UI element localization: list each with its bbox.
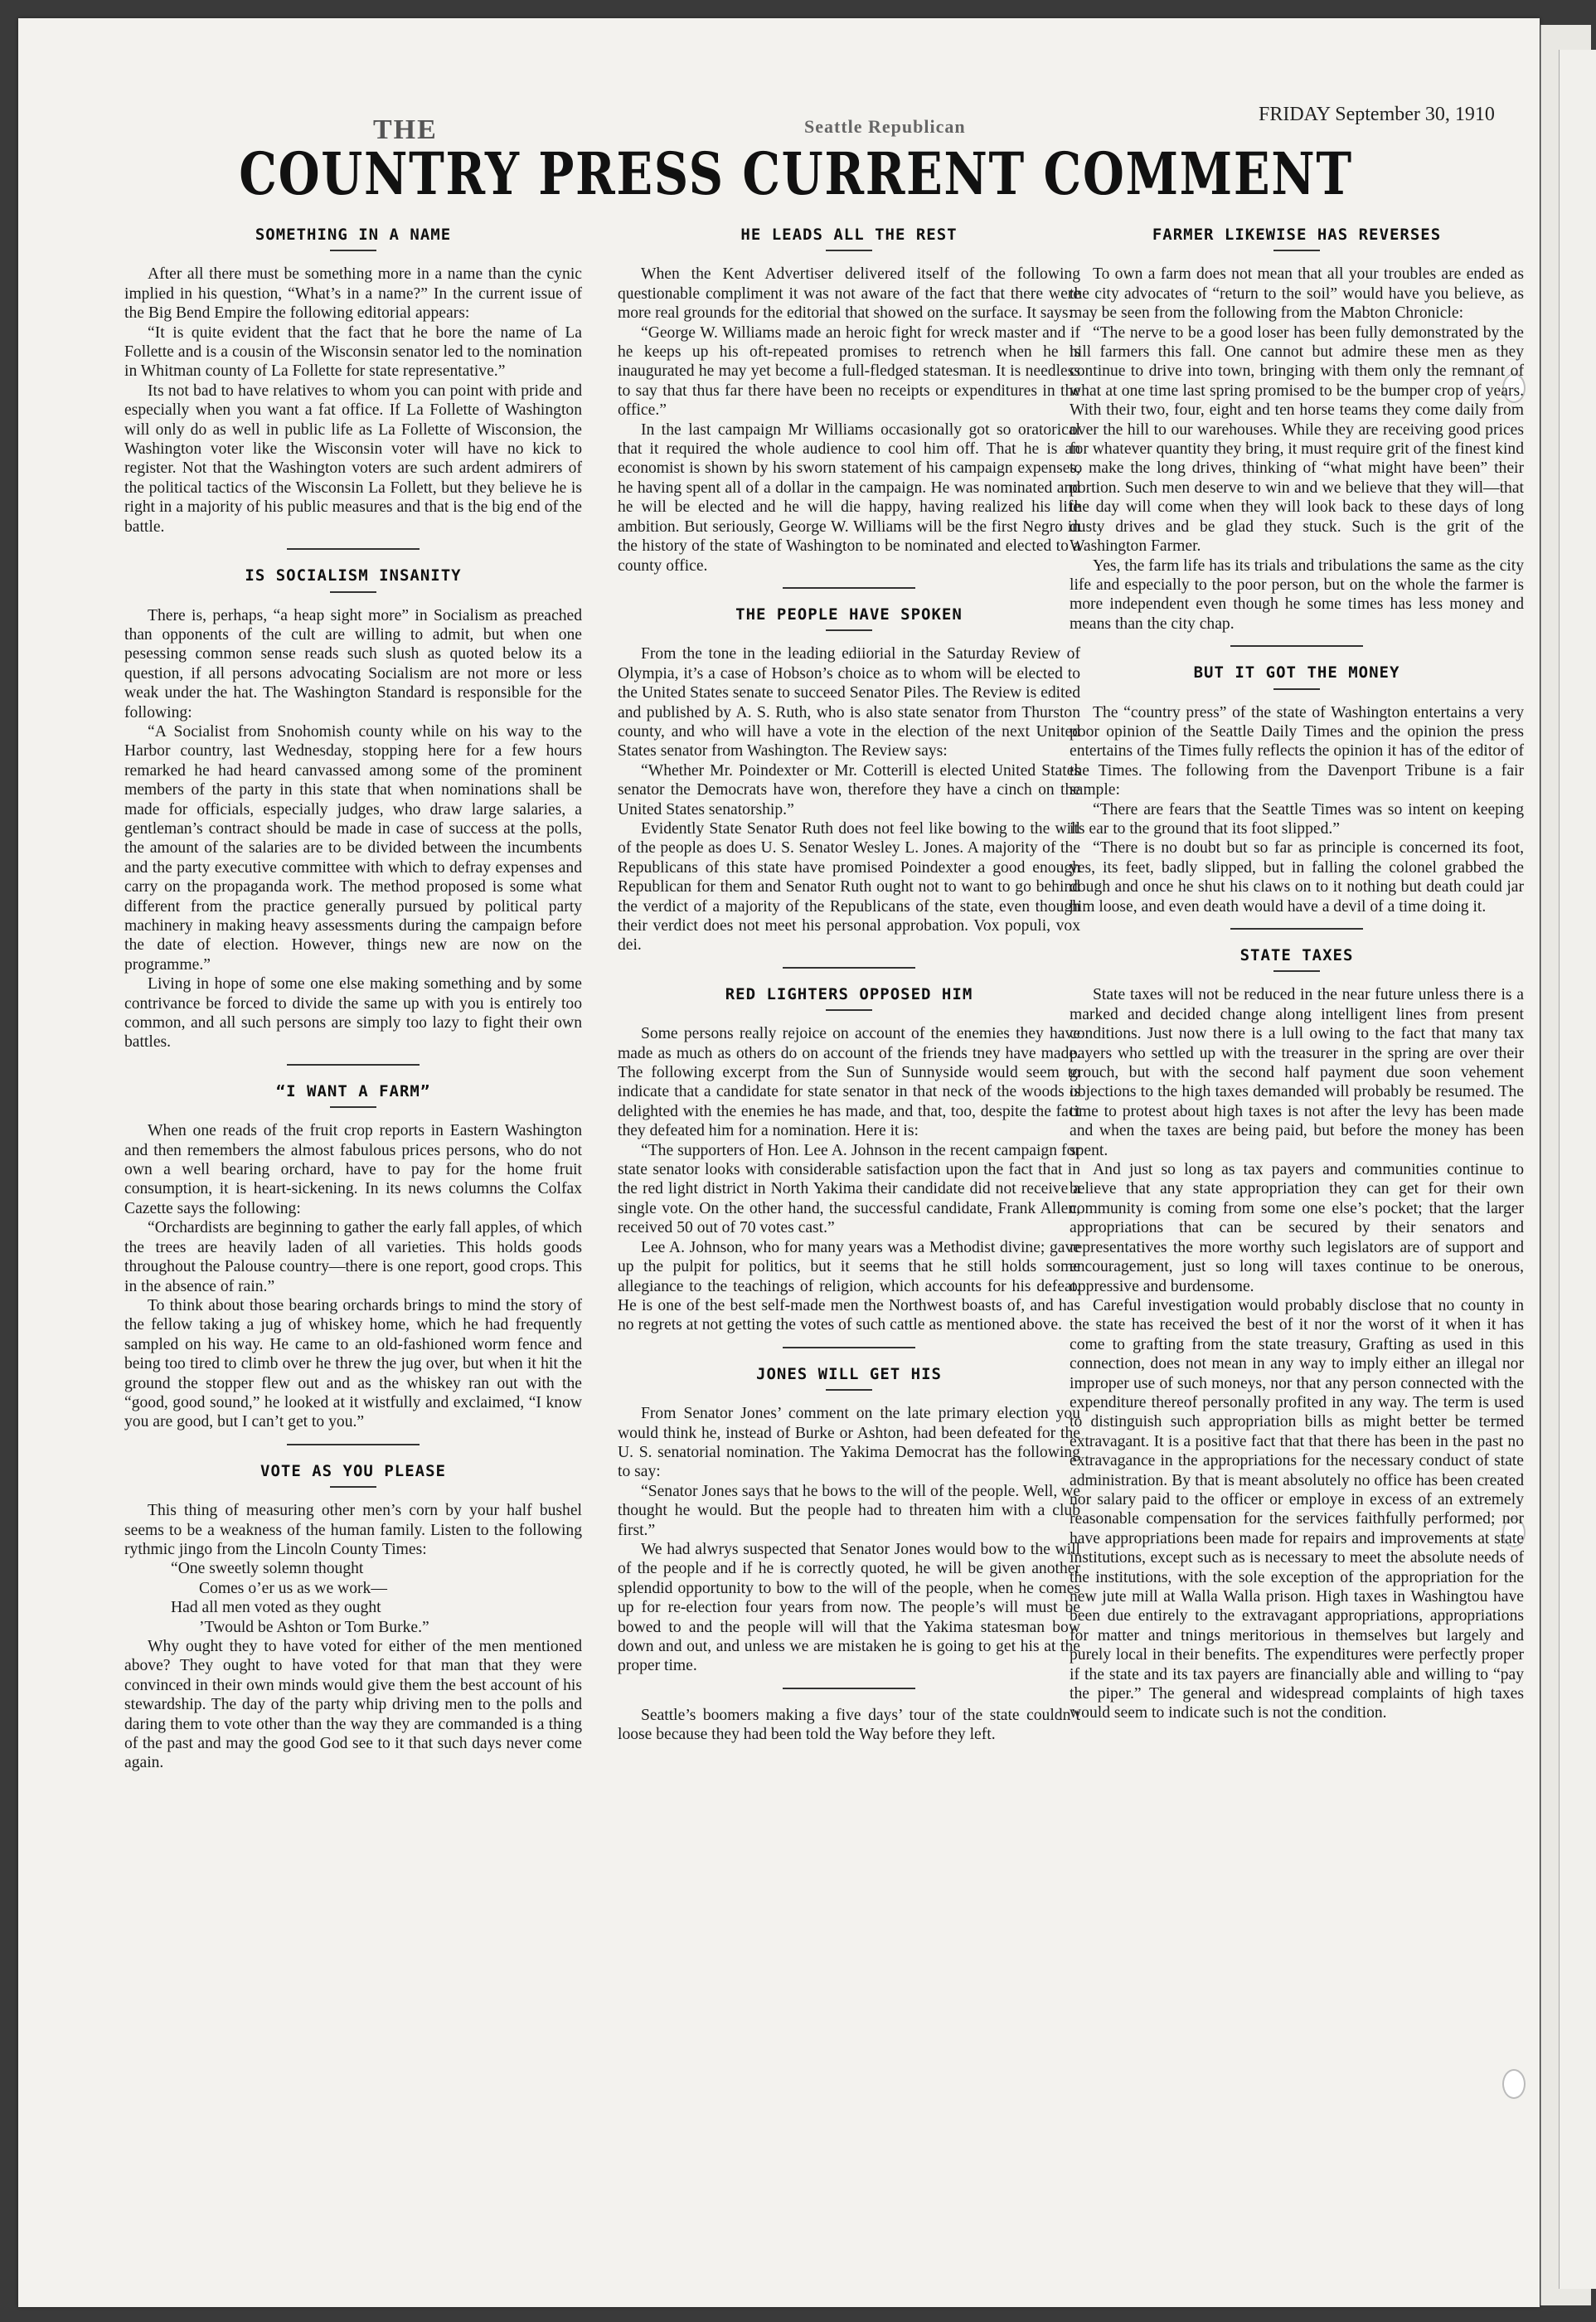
heading-rule xyxy=(1273,250,1320,251)
article-but-it-got-the-money xyxy=(1070,663,1524,916)
section-divider xyxy=(287,1444,420,1445)
heading-rule xyxy=(330,1106,376,1108)
paragraph: And just so long as tax payers and communities continue to believe that any state appropriation they can get for their own community is coming from some one else’s pocket; that the larger appropriations that can be secured by their senators and representatives the more worthy such legislators are of support and encouragement, just so long will taxes continue to be onerous, oppressive and burdensome. xyxy=(1070,1161,1524,1295)
paragraph: To own a farm does not mean that all your troubles are ended as the city advocates of “return to the soil” would have you believe, as may be seen from the following from the Mabton Chronicle: xyxy=(1070,265,1524,323)
page-title: COUNTRY PRESS CURRENT COMMENT xyxy=(239,139,1353,208)
poem-line: ’Twould be Ashton or Tom Burke.” xyxy=(199,1618,429,1636)
quote-paragraph: “There is no doubt but so far as principle is concerned its foot, yes, its feet, badly slipped, but in falling the colonel grabbed the dough and once he shut his claws on to it nothing but death could jar him loose, and even death would have a devil of a time doing it. xyxy=(1070,839,1524,916)
paragraph: From the tone in the leading ediiorial in the Saturday Review of Olympia, it’s a case of Hobson’s choice as to whom will be elected to the United States senate to succeed Senator Piles. The Review is edited and published by A. S. Ruth, who is also state senator from Thurston county, and who will have a vote in the election of the next United States senator from Washington. The Review says: xyxy=(618,645,1080,760)
article-heading: VOTE AS YOU PLEASE xyxy=(260,1461,446,1480)
article-red-lighters-opposed-him xyxy=(618,985,1080,1335)
article-farmer-likewise-has-reverses xyxy=(1070,226,1524,634)
paragraph: When one reads of the fruit crop reports in Eastern Washington and then remembers the almost fabulous prices persons, who do not own a well bearing orchard, have to pay for the home fruit consumption, it is heart-sickening. In its news columns the Colfax Cazette says the following: xyxy=(124,1122,582,1217)
article-vote-as-you-please xyxy=(124,1462,582,1773)
paragraph: Living in hope of some one else making something and by some contrivance be forced to divide the same up with you is entirely too common, and all such persons are simply too lazy to fight their own battles. xyxy=(124,975,582,1052)
paragraph: After all there must be something more in a name than the cynic implied in his question, “What’s in a name?” In the current issue of the Big Bend Empire the following editorial appears: xyxy=(124,265,582,323)
article-heading: FARMER LIKEWISE HAS REVERSES xyxy=(1152,226,1442,244)
article-heading: “I WANT A FARM” xyxy=(275,1081,431,1100)
page-edge-back xyxy=(1559,50,1596,2289)
paragraph: Careful investigation would probably disclose that no county in the state has received the best of it nor the worst of it when it has come to grafting from the state treasury, Grafting as used in this connection, does not mean in any way to imply either an illegal nor improper use of such moneys, nor that any person connected with the expenditure thereof personally profited in any way. The term is used to distinguish such appropriation bills as might better be termed extravagant. It is a positive fact that that there has been in the past no extravagance in the appropriations for the necessary conduct of state administration. By that is meant absolutely no office has been created nor salary paid to the officer or employe in excess of an extremely reasonable compensation for the services faithfully performed; nor have appropriations been made for repairs and improvements at state institutions, except such as is necessary to meet the absolute needs of the institutions, with the sole exception of the appropriation for the new jute mill at Walla Walla prison. High taxes in Washingtou have been due entirely to the extravagant appropriations, appropriations for matter and tnings meritorious in themselves but largely and purely local in their benefits. The expenditures were perfectly proper if the state and its tax payers are financially able and willing to “pay the piper.” The general and widespread complaints of high taxes would seem to indicate such is not the condition. xyxy=(1070,1296,1524,1722)
article-something-in-a-name xyxy=(124,226,582,537)
paragraph: There is, perhaps, “a heap sight more” in Socialism as preached than opponents of the cult are willing to admit, but when one pesessing common sense reads such slush as quoted below its a question, if all persons advocating Socialism are not more or less weak under the hat. The Washington Standard is responsible for the following: xyxy=(124,606,582,721)
quote-paragraph: “There are fears that the Seattle Times was so intent on keeping its ear to the ground that its foot slipped.” xyxy=(1070,800,1524,838)
article-state-taxes xyxy=(1070,946,1524,1723)
paragraph: From Senator Jones’ comment on the late primary election you would think he, instead of Burke or Ashton, had been defeated for the U. S. senatorial nomination. The Yakima Democrat has the following to say: xyxy=(618,1405,1080,1481)
paragraph: We had alwrys suspected that Senator Jones would bow to the will of the people and if he is correctly quoted, he will be given another splendid opportunity to bow to the will of the people, when he comes up for re-election four years from now. The people’s will must be bowed to and the people will will that the Yakima statesman bow down and out, and unless we are mistaken he is going to get his at the proper time. xyxy=(618,1540,1080,1675)
heading-rule xyxy=(330,591,376,593)
heading-rule xyxy=(826,250,872,251)
masthead-paper-name: Seattle Republican xyxy=(804,116,966,137)
paragraph: This thing of measuring other men’s corn by your half bushel seems to be a weakness of the human family. Listen to the following rythmic jingo from the Lincoln County Times: xyxy=(124,1502,582,1558)
paragraph: Its not bad to have relatives to whom you can point with pride and especially when you want a fat office. If La Follette of Washington will only do as well in public life as La Follette of Wisconsion, the Washington voter like the Wisconsin voter will have no kick to register. Not that the Washington voters are such ardent admirers of the political tactics of the Wisconsin La Follett, but they believe he is right in a majority of his public measures and that is the big end of the battle. xyxy=(124,381,582,536)
column-2 xyxy=(618,226,1080,1748)
article-heading: BUT IT GOT THE MONEY xyxy=(1193,663,1400,683)
article-is-socialism-insanity xyxy=(124,566,582,1052)
paragraph: Seattle’s boomers making a five days’ tour of the state couldn’t loose because they had been told the Way before they left. xyxy=(618,1706,1080,1744)
article-heading: IS SOCIALISM INSANITY xyxy=(245,566,462,585)
section-divider xyxy=(783,967,915,969)
section-divider xyxy=(1230,645,1363,647)
paragraph: State taxes will not be reduced in the near future unless there is a marked and decided change along intelligent lines from present conditions. Just now there is a lull owing to the fact that many tax payers who settled up with the treasurer in the spring are over their grouch, but with the second half payment due soon vehement objections to the high taxes demanded will probably be resumed. The time to protest about high taxes is not after the levy has been made and when the taxes are being paid, but before the money has been spent. xyxy=(1070,986,1524,1159)
heading-rule xyxy=(1273,688,1320,690)
paragraph: Yes, the farm life has its trials and tribulations the same as the city life and especially to the poor person, but on the whole the farmer is more independent even though he some times has less money and means than the city chap. xyxy=(1070,556,1524,633)
paragraph: The “country press” of the state of Washington entertains a very poor opinion of the Seattle Daily Times and the opinion the press entertains of the Times fully reflects the opinion it has of the editor of the Times. The following from the Davenport Tribune is a fair sample: xyxy=(1070,703,1524,799)
paragraph: Some persons really rejoice on account of the enemies they have made as much as others do on account of the friends tney have made. The following excerpt from the Sun of Sunnyside would seem to indicate that a candidate for state senator in that neck of the woods is delighted with the enemies he has made, and that, too, despite the fact they defeated him for a nomination. Here it is: xyxy=(618,1025,1080,1140)
article-jones-will-get-his xyxy=(618,1365,1080,1676)
masthead-left: THE xyxy=(373,114,438,145)
article-seattle-boomers xyxy=(618,1706,1080,1745)
heading-rule xyxy=(330,1486,376,1488)
article-i-want-a-farm xyxy=(124,1082,582,1432)
paragraph: To think about those bearing orchards brings to mind the story of the fellow taking a jug of whiskey home, which he had frequently sampled on his way. He came to an old-fashioned worm fence and being too tired to climb over he threw the jug over, but when it hit the ground the stopper flew out and as the whiskey ran out with the “good, good sound,” he looked at it wistfully and exclaimed, “I know you are good, but I can’t get to you.” xyxy=(124,1296,582,1431)
section-divider xyxy=(783,1688,915,1689)
section-divider xyxy=(287,1064,420,1066)
quote-paragraph: “A Socialist from Snohomish county while on his way to the Harbor country, last Wednesday, stopping here for a few hours remarked he had heard canvassed among some of the prominent members of the party in this state that when nominations shall be made for officials, especially judges, who draw large salaries, a gentleman’s contract should be made in case of success at the polls, the amount of the salaries are to be divided between the incumbents and the party executive committee with which to defray expenses and carry on the propaganda work. The method proposed is some what different from the practice generally pursued by political party machinery in making heavy assessments during the campaign before the date of election. However, things new are now on the programme.” xyxy=(124,722,582,974)
quote-paragraph: “The nerve to be a good loser has been fully demonstrated by the hill farmers this fall. One cannot but admire these men as they continue to drive into town, bringing with them only the remnant of what at one time last spring promised to be the bumper crop of years. With their two, four, eight and ten horse teams they come daily from over the hill to our warehouses. While they are receiving good prices for whatever quantity they bring, it must require grit of the finest kind to make the long drives, thinking of “what might have been” their portion. Such men deserve to win and we believe that they will—that the day will come when they will look back to these days of long dusty drives and be glad they stuck. Such is the grit of the Washington Farmer. xyxy=(1070,323,1524,556)
quote-paragraph: “The supporters of Hon. Lee A. Johnson in the recent campaign for state senator looks with considerable satisfaction upon the fact that in the red light district in North Yakima their candidate did not receive a single vote. On the other hand, the successful candidate, Frank Allen, received 50 out of 70 votes cast.” xyxy=(618,1141,1080,1237)
article-heading: SOMETHING IN A NAME xyxy=(255,226,452,244)
paragraph: Evidently State Senator Ruth does not feel like bowing to the will of the people as does U. S. Senator Wesley L. Jones. A majority of the Republicans of this state have promised Poindexter a good enough Republican for them and Senator Ruth ought not to want to go behind the verdict of a majority of the Republicans of the state, even though their verdict does not meet his personal approbation. Vox populi, vox dei. xyxy=(618,819,1080,955)
article-he-leads-all-the-rest xyxy=(618,226,1080,576)
column-3 xyxy=(1070,226,1524,1727)
article-the-people-have-spoken xyxy=(618,605,1080,955)
paragraph: Lee A. Johnson, who for many years was a Methodist divine; gave up the pulpit for politics, but it seems that he still holds some allegiance to the teachings of religion, which accounts for his defeat. He is one of the best self-made men the Northwest boasts of, and has no regrets at not getting the votes of such cattle as mentioned above. xyxy=(618,1238,1080,1334)
paragraph: When the Kent Advertiser delivered itself of the following questionable compliment it was not aware of the fact that there were more real grounds for the editorial that showed on the surface. It says: xyxy=(618,265,1080,323)
article-heading: THE PEOPLE HAVE SPOKEN xyxy=(735,605,963,624)
heading-rule xyxy=(1273,970,1320,972)
column-1 xyxy=(124,226,582,1776)
binding-hole xyxy=(1502,2069,1526,2099)
article-heading: STATE TAXES xyxy=(1239,946,1354,964)
quote-paragraph: “George W. Williams made an heroic fight for wreck master and if he keeps up his oft-repeated promises to retrench when he is inaugurated he may yet become a full-fledged statesman. It is needless to say that thus far there have been no receipts or expenditures in the office.” xyxy=(618,323,1080,420)
heading-rule xyxy=(826,1009,872,1011)
poem-line: “One sweetly solemn thought xyxy=(171,1560,364,1578)
article-heading: RED LIGHTERS OPPOSED HIM xyxy=(725,984,973,1003)
heading-rule xyxy=(826,1389,872,1391)
quote-paragraph: “Orchardists are beginning to gather the early fall apples, of which the trees are heavily laden of all varieties. This holds goods throughout the Palouse country—there is one report, good crops. This in the absence of rain.” xyxy=(124,1219,582,1295)
paragraph: In the last campaign Mr Williams occasionally got so oratorical that it required the whole audience to cool him off. That he is an economist is shown by his sworn statement of his campaign expenses, he having spent all of a dollar in the campaign. He was nominated and he will be elected and he will die happy, having realized his life ambition. But seriously, George W. Williams will be the first Negro in the history of the state of Washington to be nominated and elected to a county office. xyxy=(618,420,1080,575)
poem-line: Had all men voted as they ought xyxy=(171,1599,381,1617)
section-divider xyxy=(783,1347,915,1348)
poem-line: Comes o’er us as we work— xyxy=(199,1579,387,1597)
section-divider xyxy=(1230,928,1363,930)
quote-paragraph: “It is quite evident that the fact that he bore the name of La Follette and is a cousin of the Wisconsin senator led to the nomination in Whitman county of La Follette for state representative.” xyxy=(124,323,582,381)
article-heading: JONES WILL GET HIS xyxy=(756,1364,942,1383)
section-divider xyxy=(783,587,915,589)
quote-paragraph: “Senator Jones says that he bows to the will of the people. Well, we thought he would. But the people had to threaten him with a club first.” xyxy=(618,1482,1080,1539)
issue-date: FRIDAY September 30, 1910 xyxy=(1259,104,1495,125)
paragraph: Why ought they to have voted for either of the men mentioned above? They ought to have voted for that man that they were convinced in their own minds would give them the best account of his stewardship. The day of the party whip driving men to the polls and daring them to vote other than the way they are commanded is a thing of the past and may the good God see to it that such days never come again. xyxy=(124,1638,582,1772)
heading-rule xyxy=(330,250,376,251)
quote-paragraph: “Whether Mr. Poindexter or Mr. Cotterill is elected United States senator the Democrats have won, therefore they have a cinch on the United States senatorship.” xyxy=(618,761,1080,819)
article-heading: HE LEADS ALL THE REST xyxy=(740,226,958,244)
heading-rule xyxy=(826,629,872,631)
section-divider xyxy=(287,548,420,550)
